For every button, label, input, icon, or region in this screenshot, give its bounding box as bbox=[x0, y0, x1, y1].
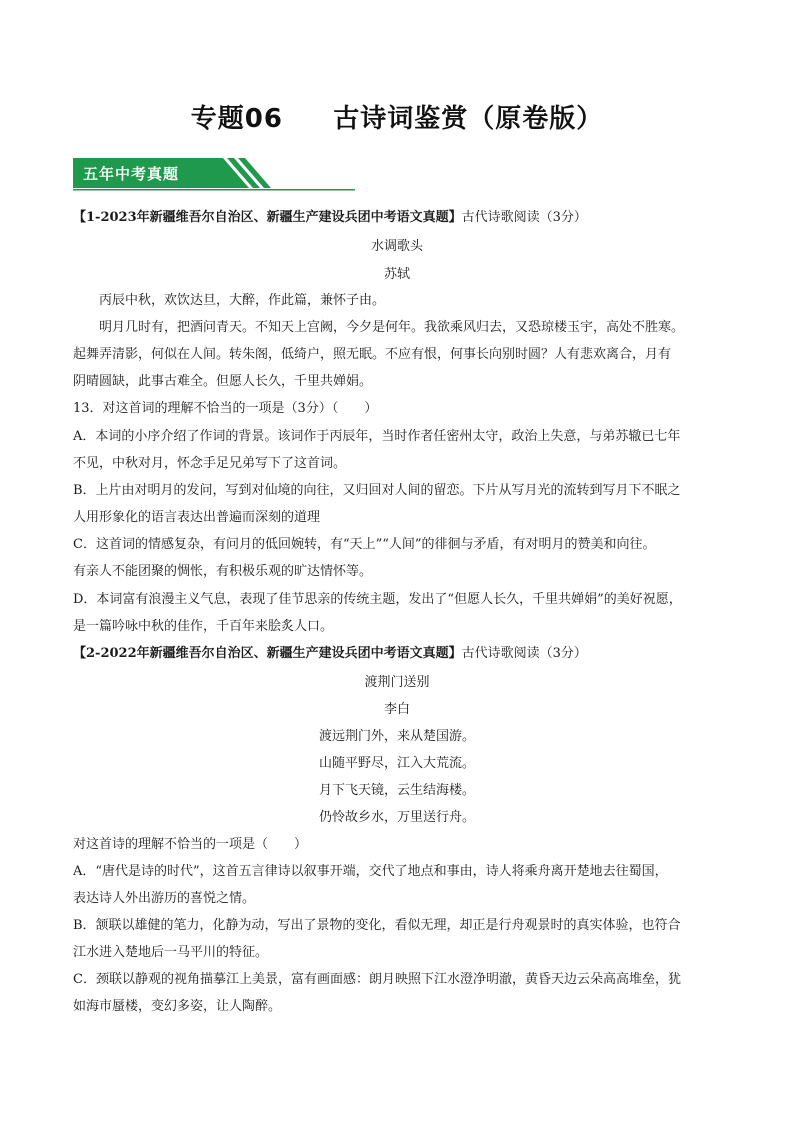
q1-option-d-cont: 是一篇吟咏中秋的佳作，千百年来脍炙人口。 bbox=[73, 619, 334, 634]
section-banner-label: 五年中考真题 bbox=[83, 165, 180, 183]
q1-option-c: C．这首词的情感复杂，有问月的低回婉转，有“天上”“人间”的徘徊与矛盾，有对明月的赞美和向往。 bbox=[73, 537, 656, 552]
q2-poem-title: 渡荆门送别 bbox=[364, 675, 430, 690]
q2-option-a-cont: 表达诗人外出游历的喜悦之情。 bbox=[73, 891, 256, 906]
q1-option-a: A．本词的小序介绍了作词的背景。该词作于丙辰年，当时作者任密州太守，政治上失意，与弟苏辙已七年 bbox=[73, 429, 681, 444]
q1-poet: 苏轼 bbox=[383, 267, 410, 282]
q2-poem-line: 月下飞天镜，云生结海楼。 bbox=[318, 783, 475, 798]
q2-option-c-cont: 如海市蜃楼，变幻多姿，让人陶醉。 bbox=[73, 999, 282, 1014]
q2-option-c: C．颈联以静观的视角描摹江上美景，富有画面感：朗月映照下江水澄净明澈，黄昏天边云朵高高堆垒，犹 bbox=[73, 972, 681, 987]
q1-body-line: 阴晴圆缺，此事古难全。但愿人长久，千里共婵娟。 bbox=[73, 374, 373, 389]
q2-poem-line: 渡远荆门外，来从楚国游。 bbox=[318, 729, 475, 744]
q2-poem-line: 仍怜故乡水，万里送行舟。 bbox=[318, 810, 475, 825]
q1-type: 古代诗歌阅读（3分） bbox=[461, 210, 587, 225]
q1-body-line: 起舞弄清影，何似在人间。转朱阁，低绮户，照无眠。不应有恨，何事长向别时圆？人有悲欢离合，月有 bbox=[73, 347, 672, 362]
q1-source: 【1-2023年新疆维吾尔自治区、新疆生产建设兵团中考语文真题】 bbox=[73, 210, 462, 225]
section-banner bbox=[73, 158, 355, 192]
q1-option-a-cont: 不见，中秋对月，怀念手足兄弟写下了这首词。 bbox=[73, 456, 347, 471]
q2-question: 对这首诗的理解不恰当的一项是（ ） bbox=[73, 837, 308, 852]
q1-header bbox=[73, 210, 733, 226]
q1-preface: 丙辰中秋，欢饮达旦，大醉，作此篇，兼怀子由。 bbox=[99, 293, 386, 308]
q2-poem-line: 山随平野尽，江入大荒流。 bbox=[318, 756, 475, 771]
page-title: 专题06 古诗词鉴赏（原卷版） bbox=[190, 104, 604, 134]
q1-option-b-cont: 人用形象化的语言表达出普遍而深刻的道理 bbox=[73, 510, 321, 525]
q1-poem-title: 水调歌头 bbox=[370, 239, 423, 254]
q2-option-a: A．“唐代是诗的时代”，这首五言律诗以叙事开端，交代了地点和事由，诗人将乘舟离开楚地去往蜀国， bbox=[73, 864, 668, 879]
q2-option-b: B．颔联以雄健的笔力，化静为动，写出了景物的变化，看似无理，却正是行舟观景时的真实体验，也符合 bbox=[73, 918, 681, 933]
q1-option-b: B．上片由对明月的发问，写到对仙境的向往，又归回对人间的留恋。下片从写月光的流转到写月下不眠之 bbox=[73, 483, 681, 498]
q2-option-b-cont: 江水进入楚地后一马平川的特征。 bbox=[73, 945, 269, 960]
q1-option-d: D．本词富有浪漫主义气息，表现了佳节思亲的传统主题，发出了“但愿人长久，千里共婵娟”的美好祝愿， bbox=[73, 592, 682, 607]
q2-header bbox=[73, 646, 733, 662]
q2-poet: 李白 bbox=[383, 702, 410, 717]
q1-question: 13．对这首词的理解不恰当的一项是（3分）（ ） bbox=[73, 401, 378, 416]
q2-source: 【2-2022年新疆维吾尔自治区、新疆生产建设兵团中考语文真题】 bbox=[73, 646, 462, 661]
q1-body-line: 明月几时有，把酒问青天。不知天上宫阙，今夕是何年。我欲乘风归去，又恐琼楼玉宇，高处不胜寒。 bbox=[99, 320, 685, 335]
q2-type: 古代诗歌阅读（3分） bbox=[461, 646, 587, 661]
q1-option-c-cont: 有亲人不能团聚的惆怅，有积极乐观的旷达情怀等。 bbox=[73, 564, 373, 579]
